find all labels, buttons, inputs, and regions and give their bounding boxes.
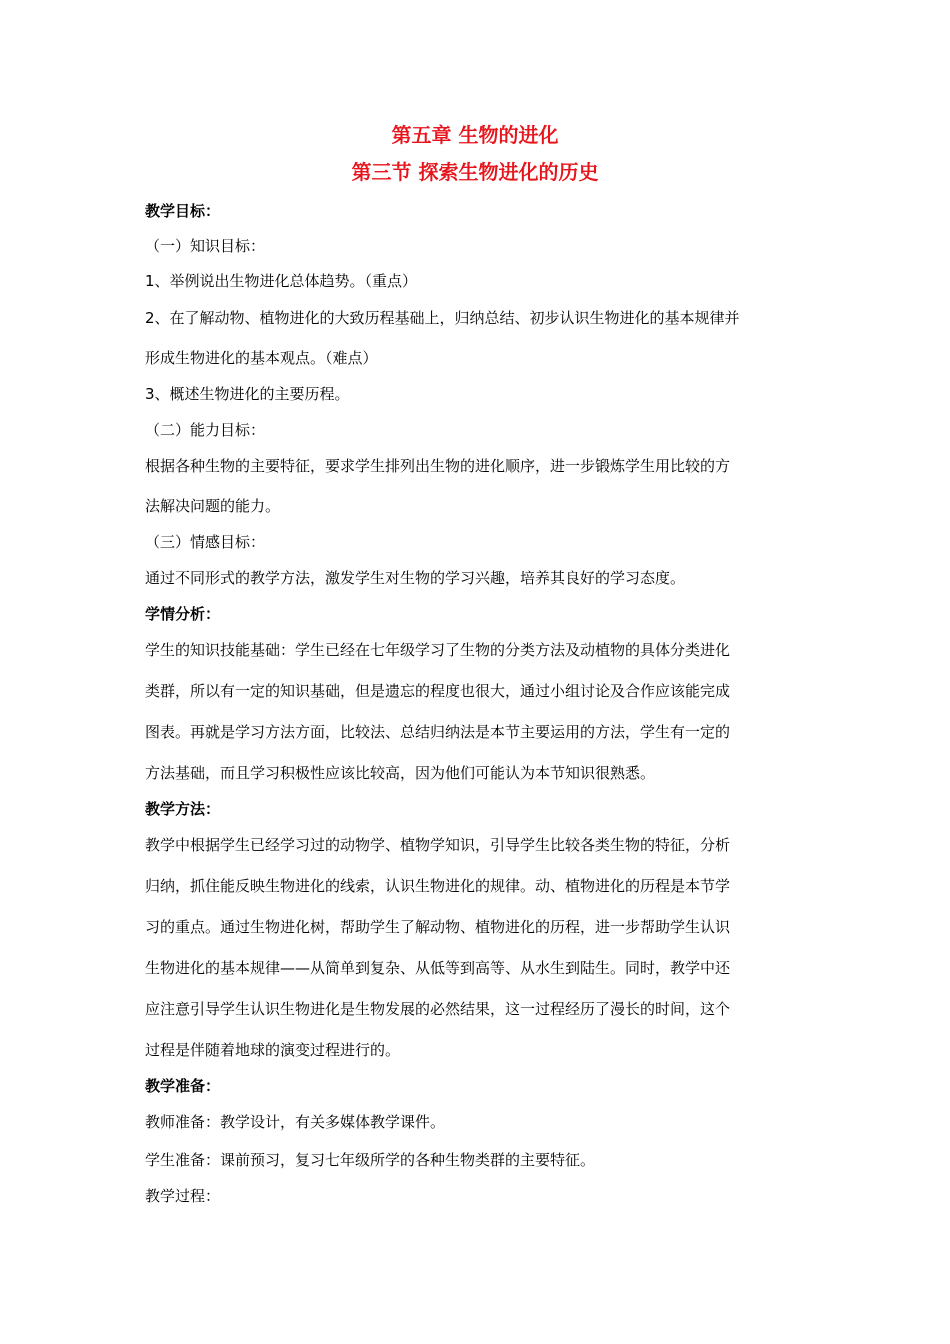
paragraph-line: 学生的知识技能基础：学生已经在七年级学习了生物的分类方法及动植物的具体分类进化 [145,641,731,659]
paragraph-line: 3、概述生物进化的主要历程。 [145,385,350,403]
paragraph-line: 方法基础，而且学习积极性应该比较高，因为他们可能认为本节知识很熟悉。 [145,764,656,782]
paragraph-line: 习的重点。通过生物进化树，帮助学生了解动物、植物进化的历程，进一步帮助学生认识 [145,918,731,936]
paragraph-line: 1、举例说出生物进化总体趋势。（重点） [145,272,418,290]
paragraph-line: 教学中根据学生已经学习过的动物学、植物学知识，引导学生比较各类生物的特征，分析 [145,836,731,854]
paragraph-line: 2、在了解动物、植物进化的大致历程基础上，归纳总结、初步认识生物进化的基本规律并 [145,309,740,327]
subheading-knowledge-goals: （一）知识目标： [145,237,266,255]
heading-student-analysis: 学情分析： [145,605,221,623]
subheading-ability-goals: （二）能力目标： [145,421,266,439]
paragraph-line: 图表。再就是学习方法方面，比较法、总结归纳法是本节主要运用的方法，学生有一定的 [145,723,731,741]
paragraph-line: 学生准备：课前预习，复习七年级所学的各种生物类群的主要特征。 [145,1151,596,1169]
heading-teaching-preparation: 教学准备： [145,1077,221,1095]
heading-teaching-goals: 教学目标： [145,202,221,220]
paragraph-line: 形成生物进化的基本观点。（难点） [145,349,378,367]
paragraph-line: 法解决问题的能力。 [145,497,281,515]
paragraph-line: 通过不同形式的教学方法，激发学生对生物的学习兴趣，培养其良好的学习态度。 [145,569,686,587]
paragraph-line: 根据各种生物的主要特征，要求学生排列出生物的进化顺序，进一步锻炼学生用比较的方 [145,457,731,475]
paragraph-line: 归纳，抓住能反映生物进化的线索，认识生物进化的规律。动、植物进化的历程是本节学 [145,877,731,895]
paragraph-line: 生物进化的基本规律——从简单到复杂、从低等到高等、从水生到陆生。同时，教学中还 [145,959,731,977]
subheading-emotion-goals: （三）情感目标： [145,533,266,551]
paragraph-line: 类群，所以有一定的知识基础，但是遗忘的程度也很大，通过小组讨论及合作应该能完成 [145,682,731,700]
heading-teaching-process: 教学过程： [145,1187,221,1205]
chapter-title: 第五章 生物的进化 [391,123,559,147]
section-title: 第三节 探索生物进化的历史 [351,160,599,184]
paragraph-line: 教师准备：教学设计，有关多媒体教学课件。 [145,1113,446,1131]
heading-teaching-methods: 教学方法： [145,800,221,818]
paragraph-line: 过程是伴随着地球的演变过程进行的。 [145,1041,401,1059]
paragraph-line: 应注意引导学生认识生物进化是生物发展的必然结果，这一过程经历了漫长的时间，这个 [145,1000,731,1018]
